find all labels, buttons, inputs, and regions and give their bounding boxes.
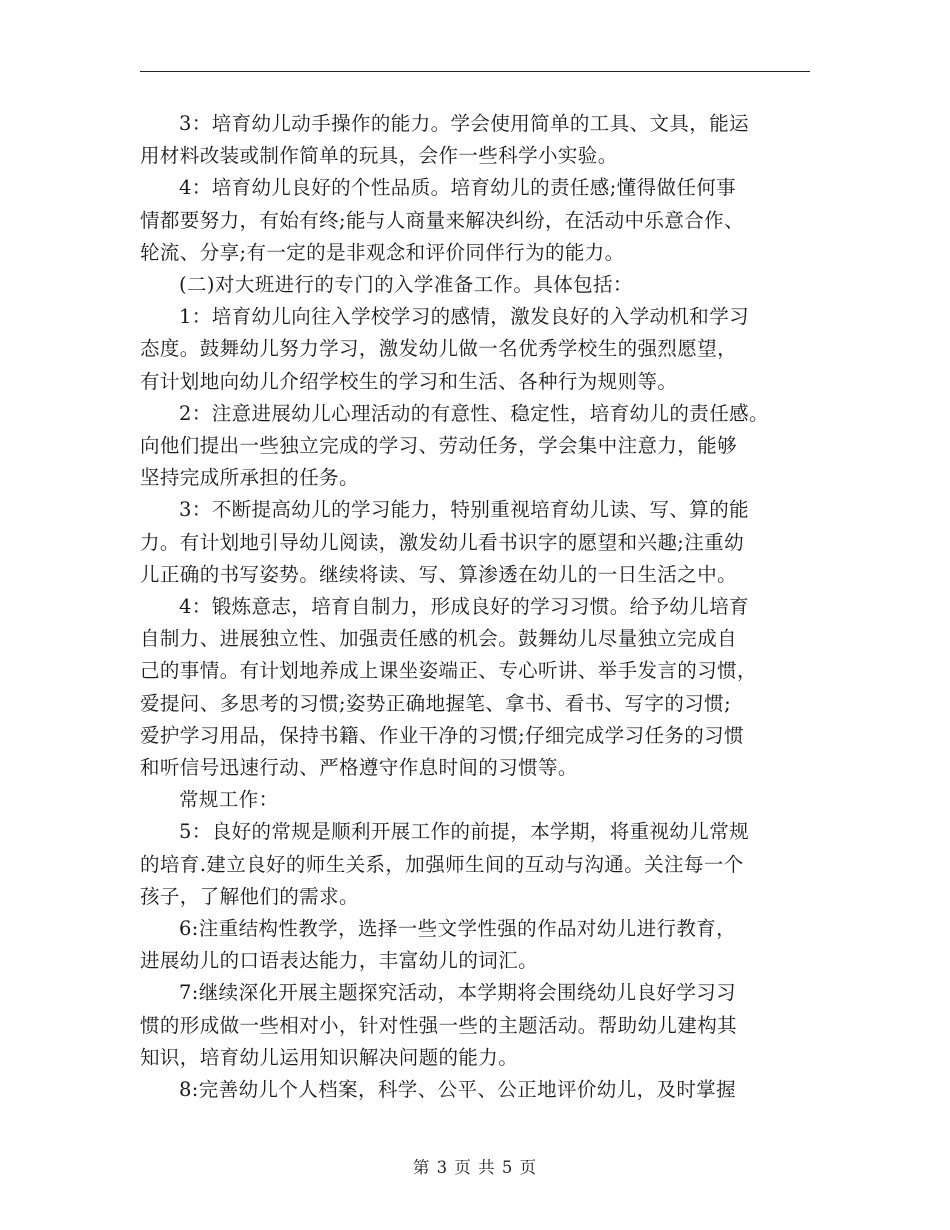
- body-line-14: 力。有计划地引导幼儿阅读，激发幼儿看书识字的愿望和兴趣;注重幼: [140, 530, 744, 554]
- page-number-footer: 第 3 页 共 5 页: [412, 1158, 538, 1177]
- body-line-1: 3：培育幼儿动手操作的能力。学会使用简单的工具、文具，能运: [179, 112, 750, 135]
- body-line-24: 的培育.建立良好的师生关系，加强师生间的互动与沟通。关注每一个: [140, 852, 744, 876]
- body-line-25: 孩子，了解他们的需求。: [140, 884, 359, 908]
- body-line-19: 爱提问、多思考的习惯;姿势正确地握笔、拿书、看书、写字的习惯;: [140, 691, 732, 715]
- body-line-27: 进展幼儿的口语表达能力，丰富幼儿的词汇。: [140, 949, 539, 973]
- body-line-30: 知识，培育幼儿运用知识解决问题的能力。: [140, 1045, 519, 1069]
- body-line-11: 向他们提出一些独立完成的学习、劳动任务，学会集中注意力，能够: [140, 434, 738, 458]
- header-rule: [140, 71, 810, 72]
- body-line-4: 情都要努力，有始有终;能与人商量来解决纠纷，在活动中乐意合作、: [140, 208, 744, 232]
- body-line-5: 轮流、分享;有一定的是非观念和评价同伴行为的能力。: [140, 240, 625, 264]
- body-line-26: 6:注重结构性教学，选择一些文学性强的作品对幼儿进行教育，: [179, 917, 737, 941]
- body-line-3: 4：培育幼儿良好的个性品质。培育幼儿的责任感;懂得做任何事: [179, 176, 737, 200]
- body-line-10: 2：注意进展幼儿心理活动的有意性、稳定性，培育幼儿的责任感。: [179, 401, 769, 425]
- body-line-7: 1：培育幼儿向往入学校学习的感情，激发良好的入学动机和学习: [179, 305, 750, 329]
- body-line-9: 有计划地向幼儿介绍学校生的学习和生活、各种行为规则等。: [140, 369, 678, 393]
- body-line-8: 态度。鼓舞幼儿努力学习，激发幼儿做一名优秀学校生的强烈愿望，: [140, 337, 738, 361]
- body-line-21: 和听信号迅速行动、严格遵守作息时间的习惯等。: [140, 756, 578, 780]
- body-line-17: 自制力、进展独立性、加强责任感的机会。鼓舞幼儿尽量独立完成自: [140, 627, 738, 651]
- body-line-23: 5：良好的常规是顺利开展工作的前提，本学期，将重视幼儿常规: [179, 820, 750, 844]
- body-line-20: 爱护学习用品，保持书籍、作业干净的习惯;仔细完成学习任务的习惯: [140, 723, 744, 747]
- body-line-2: 用材料改装或制作简单的玩具，会作一些科学小实验。: [140, 144, 618, 168]
- body-line-28: 7:继续深化开展主题探究活动，本学期将会围绕幼儿良好学习习: [179, 981, 737, 1005]
- document-body: [140, 108, 812, 1106]
- body-line-31: 8:完善幼儿个人档案，科学、公平、公正地评价幼儿，及时掌握: [179, 1078, 737, 1102]
- body-line-13: 3：不断提高幼儿的学习能力，特别重视培育幼儿读、写、算的能: [179, 498, 750, 522]
- body-line-15: 儿正确的书写姿势。继续将读、写、算渗透在幼儿的一日生活之中。: [140, 562, 738, 586]
- body-line-12: 坚持完成所承担的任务。: [140, 466, 359, 490]
- body-line-18: 己的事情。有计划地养成上课坐姿端正、专心听讲、举手发言的习惯，: [140, 659, 757, 683]
- body-line-29: 惯的形成做一些相对小，针对性强一些的主题活动。帮助幼儿建构其: [140, 1013, 738, 1037]
- section-heading-routine-work: 常规工作：: [179, 788, 279, 812]
- section-heading-entrance-prep: (二)对大班进行的专门的入学准备工作。具体包括：: [179, 273, 633, 297]
- body-line-16: 4：锻炼意志，培育自制力，形成良好的学习习惯。给予幼儿培育: [179, 595, 750, 619]
